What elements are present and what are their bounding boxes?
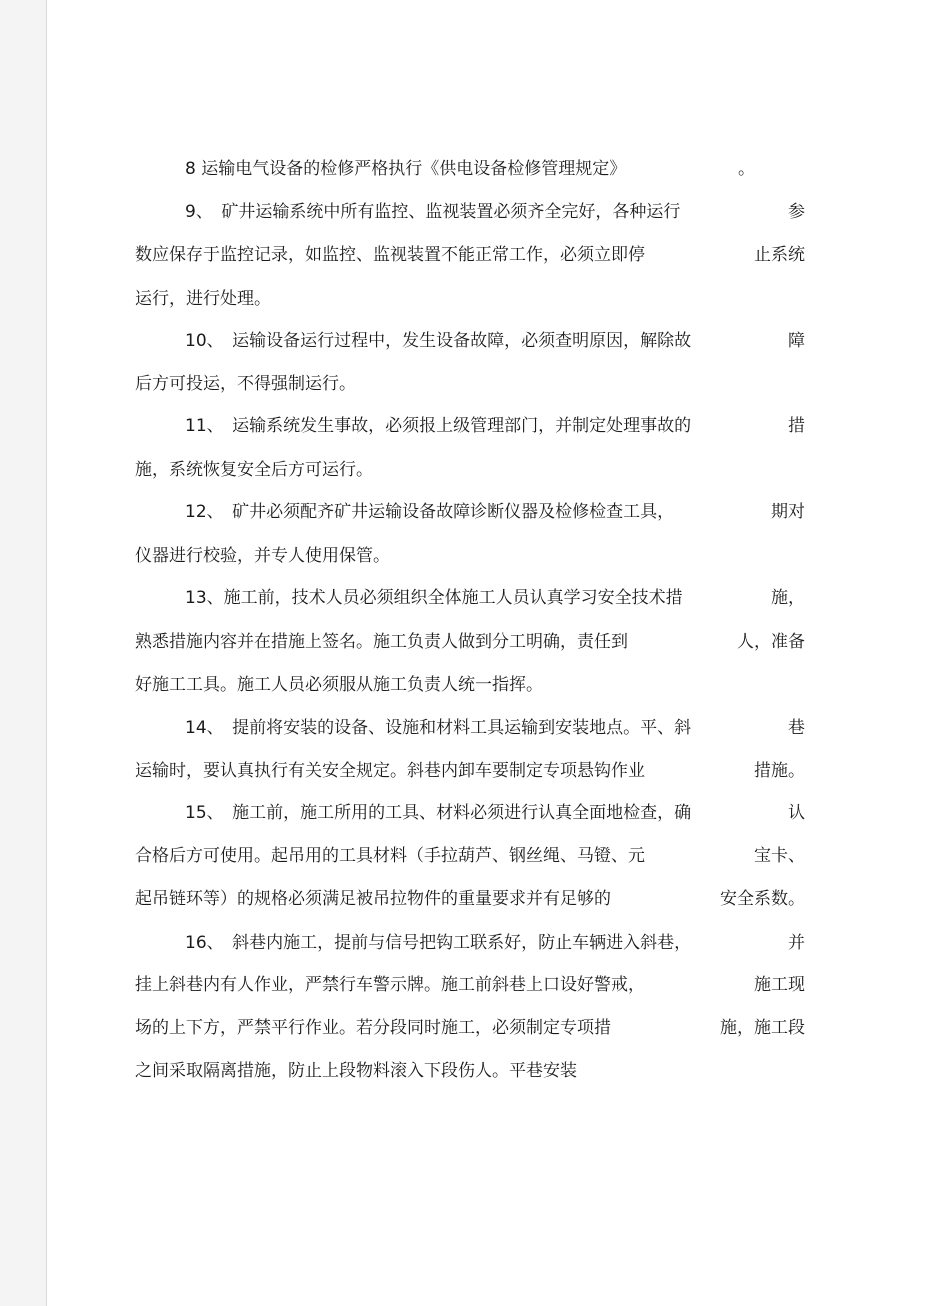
line-text: 熟悉措施内容并在措施上签名。施工负责人做到分工明确，责任到 — [135, 632, 628, 652]
text-line — [135, 457, 805, 483]
line-text: 后方可投运，不得强制运行。 — [135, 374, 356, 394]
text-line — [185, 328, 805, 354]
line-text: 场的上下方，严禁平行作业。若分段同时施工，必须制定专项措 — [135, 1018, 611, 1038]
line-text: 8 运输电气设备的检修严格执行《供电设备检修管理规定》 — [185, 159, 627, 179]
text-line — [135, 1058, 805, 1084]
line-tail: 宝卡、 — [754, 846, 805, 866]
text-line — [185, 413, 805, 439]
text-line — [185, 800, 805, 826]
line-text: 运输时，要认真执行有关安全规定。斜巷内卸车要制定专项悬钩作业 — [135, 761, 645, 781]
text-line — [135, 286, 805, 312]
line-text: 13、施工前，技术人员必须组织全体施工人员认真学习安全技术措 — [185, 588, 683, 608]
line-tail: 施，施工段 — [720, 1018, 805, 1038]
text-line — [135, 543, 805, 569]
text-line — [135, 371, 805, 397]
text-line — [185, 499, 805, 525]
line-tail: 施工现 — [754, 975, 805, 995]
text-line — [135, 672, 805, 698]
line-text: 好施工工具。施工人员必须服从施工负责人统一指挥。 — [135, 675, 543, 695]
text-line — [135, 629, 805, 655]
line-tail: 巷 — [788, 718, 805, 738]
line-tail: 期对 — [771, 502, 805, 522]
line-text: 施，系统恢复安全后方可运行。 — [135, 460, 373, 480]
line-text: 运行，进行处理。 — [135, 289, 271, 309]
line-text: 挂上斜巷内有人作业，严禁行车警示牌。施工前斜巷上口设好警戒， — [135, 975, 645, 995]
left-margin-strip — [0, 0, 47, 1306]
line-tail: 。 — [738, 159, 755, 179]
line-text: 10、 运输设备运行过程中，发生设备故障，必须查明原因，解除故 — [185, 331, 692, 351]
line-text: 14、 提前将安装的设备、设施和材料工具运输到安装地点。平、斜 — [185, 718, 692, 738]
line-tail: 措 — [788, 416, 805, 436]
line-tail: 施， — [771, 588, 805, 608]
text-line — [135, 886, 805, 912]
line-tail: 障 — [788, 331, 805, 351]
text-line — [185, 930, 805, 956]
line-tail: 认 — [788, 803, 805, 823]
line-text: 合格后方可使用。起吊用的工具材料（手拉葫芦、钢丝绳、马镫、元 — [135, 846, 645, 866]
line-text: 数应保存于监控记录，如监控、监视装置不能正常工作，必须立即停 — [135, 245, 645, 265]
text-line — [135, 843, 805, 869]
line-tail: 人，准备 — [737, 632, 805, 652]
line-text: 仪器进行校验，并专人使用保管。 — [135, 546, 390, 566]
text-line — [135, 758, 805, 784]
line-text: 11、 运输系统发生事故，必须报上级管理部门，并制定处理事故的 — [185, 416, 692, 436]
line-text: 12、 矿井必须配齐矿井运输设备故障诊断仪器及检修检查工具， — [185, 502, 675, 522]
line-text: 9、 矿井运输系统中所有监控、监视装置必须齐全完好，各种运行 — [185, 202, 681, 222]
line-tail: 止系统 — [754, 245, 805, 265]
text-line — [185, 585, 805, 611]
text-line — [135, 1015, 805, 1041]
line-text: 16、 斜巷内施工，提前与信号把钩工联系好，防止车辆进入斜巷， — [185, 933, 692, 953]
line-text: 15、 施工前，施工所用的工具、材料必须进行认真全面地检查，确 — [185, 803, 692, 823]
line-tail: 并 — [788, 933, 805, 953]
line-tail: 安全系数。 — [720, 889, 805, 909]
text-line — [185, 199, 805, 225]
text-line — [185, 156, 805, 182]
text-line — [135, 242, 805, 268]
line-tail: 措施。 — [754, 761, 805, 781]
line-tail: 参 — [788, 202, 805, 222]
text-line — [185, 715, 805, 741]
line-text: 起吊链环等）的规格必须满足被吊拉物件的重量要求并有足够的 — [135, 889, 611, 909]
line-text: 之间采取隔离措施，防止上段物料滚入下段伤人。平巷安装 — [135, 1061, 577, 1081]
text-line — [135, 972, 805, 998]
